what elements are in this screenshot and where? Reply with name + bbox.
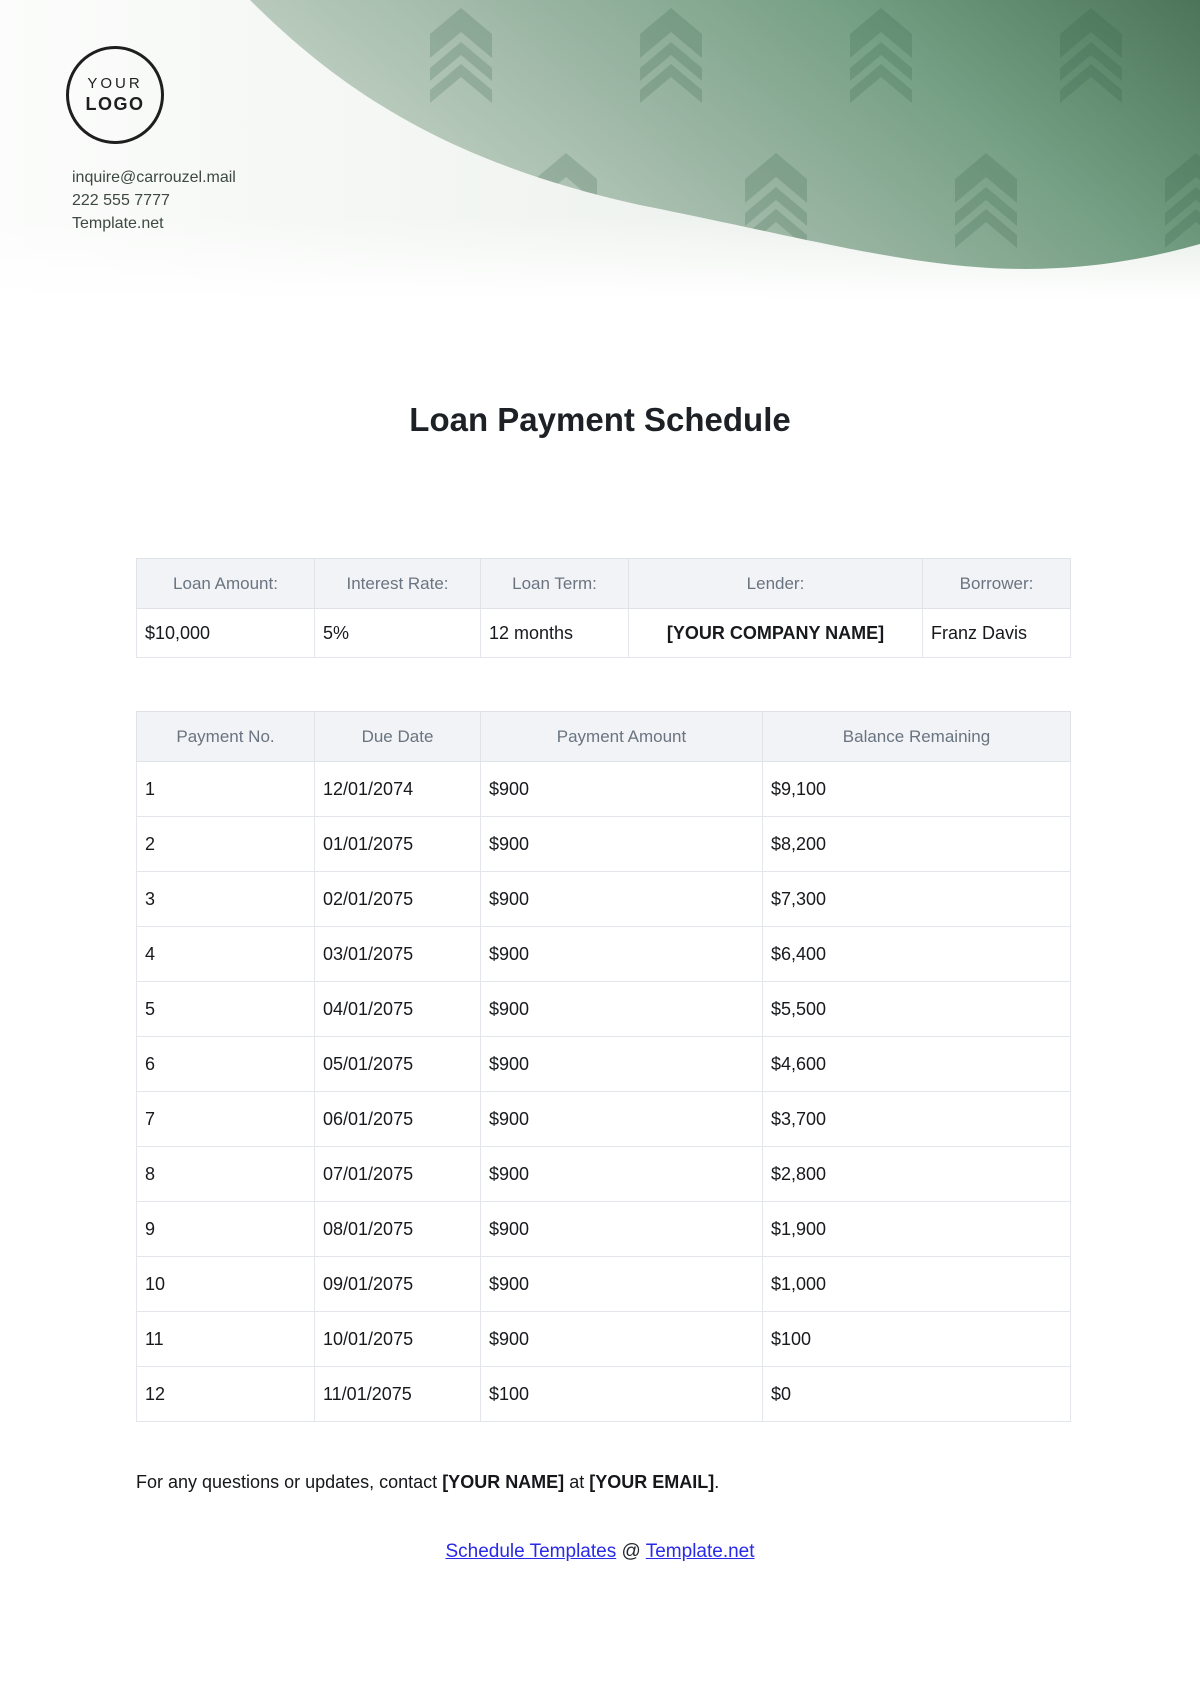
schedule-templates-link[interactable]: Schedule Templates xyxy=(445,1541,617,1562)
company-logo xyxy=(66,46,164,144)
cell-balance: $9,100 xyxy=(763,762,1071,817)
cell-balance: $1,900 xyxy=(763,1202,1071,1257)
cell-due-date: 06/01/2075 xyxy=(315,1092,481,1147)
table-row xyxy=(137,1312,1071,1367)
contact-phone: 222 555 7777 xyxy=(72,192,170,209)
note-prefix: For any questions or updates, contact xyxy=(136,1472,443,1492)
template-net-link[interactable]: Template.net xyxy=(645,1541,755,1562)
note-suffix: . xyxy=(714,1472,720,1492)
table-row xyxy=(137,1147,1071,1202)
value-interest-rate: 5% xyxy=(315,609,481,658)
table-row xyxy=(137,762,1071,817)
cell-payment-no: 2 xyxy=(137,817,315,872)
cell-due-date: 04/01/2075 xyxy=(315,982,481,1037)
table-row xyxy=(137,1367,1071,1422)
cell-balance: $100 xyxy=(763,1312,1071,1367)
header-loan-term: Loan Term: xyxy=(481,559,629,609)
contact-block xyxy=(72,166,236,235)
page-header xyxy=(0,0,1200,300)
cell-payment-amount: $900 xyxy=(481,1202,763,1257)
template-attribution xyxy=(0,1541,1200,1563)
cell-due-date: 03/01/2075 xyxy=(315,927,481,982)
cell-payment-no: 1 xyxy=(137,762,315,817)
cell-payment-amount: $900 xyxy=(481,1147,763,1202)
cell-due-date: 10/01/2075 xyxy=(315,1312,481,1367)
cell-payment-no: 3 xyxy=(137,872,315,927)
cell-balance: $7,300 xyxy=(763,872,1071,927)
cell-balance: $1,000 xyxy=(763,1257,1071,1312)
contact-website: Template.net xyxy=(72,215,164,232)
cell-due-date: 08/01/2075 xyxy=(315,1202,481,1257)
cell-due-date: 09/01/2075 xyxy=(315,1257,481,1312)
green-chevron-banner xyxy=(0,0,1200,300)
cell-balance: $6,400 xyxy=(763,927,1071,982)
link-separator: @ xyxy=(616,1541,646,1562)
cell-payment-amount: $900 xyxy=(481,872,763,927)
cell-payment-amount: $900 xyxy=(481,1092,763,1147)
cell-payment-no: 11 xyxy=(137,1312,315,1367)
cell-due-date: 12/01/2074 xyxy=(315,762,481,817)
cell-balance: $2,800 xyxy=(763,1147,1071,1202)
header-payment-no: Payment No. xyxy=(137,712,315,762)
cell-payment-no: 4 xyxy=(137,927,315,982)
header-due-date: Due Date xyxy=(315,712,481,762)
contact-email: inquire@carrouzel.mail xyxy=(72,169,236,186)
header-borrower: Borrower: xyxy=(923,559,1071,609)
table-row xyxy=(137,1257,1071,1312)
header-balance-remaining: Balance Remaining xyxy=(763,712,1071,762)
cell-payment-no: 10 xyxy=(137,1257,315,1312)
table-row xyxy=(137,817,1071,872)
note-middle: at xyxy=(564,1472,590,1492)
header-loan-amount: Loan Amount: xyxy=(137,559,315,609)
loan-info-header-row xyxy=(137,559,1071,609)
cell-payment-no: 8 xyxy=(137,1147,315,1202)
cell-payment-amount: $900 xyxy=(481,762,763,817)
value-lender: [YOUR COMPANY NAME] xyxy=(629,609,923,658)
payment-schedule-table xyxy=(136,711,1071,1422)
cell-payment-amount: $100 xyxy=(481,1367,763,1422)
table-row xyxy=(137,1202,1071,1257)
cell-due-date: 01/01/2075 xyxy=(315,817,481,872)
table-row xyxy=(137,1037,1071,1092)
cell-payment-amount: $900 xyxy=(481,982,763,1037)
cell-due-date: 05/01/2075 xyxy=(315,1037,481,1092)
cell-payment-amount: $900 xyxy=(481,927,763,982)
note-your-email: [YOUR EMAIL] xyxy=(589,1472,715,1492)
schedule-header-row xyxy=(137,712,1071,762)
cell-payment-no: 6 xyxy=(137,1037,315,1092)
cell-balance: $4,600 xyxy=(763,1037,1071,1092)
header-payment-amount: Payment Amount xyxy=(481,712,763,762)
cell-payment-no: 12 xyxy=(137,1367,315,1422)
value-loan-amount: $10,000 xyxy=(137,609,315,658)
contact-note xyxy=(136,1472,1200,1493)
cell-payment-amount: $900 xyxy=(481,817,763,872)
table-row xyxy=(137,872,1071,927)
cell-payment-no: 5 xyxy=(137,982,315,1037)
header-lender: Lender: xyxy=(629,559,923,609)
cell-balance: $8,200 xyxy=(763,817,1071,872)
value-loan-term: 12 months xyxy=(481,609,629,658)
logo-text-your: YOUR xyxy=(87,75,143,92)
cell-payment-amount: $900 xyxy=(481,1257,763,1312)
loan-info-table xyxy=(136,558,1071,658)
loan-info-value-row xyxy=(137,609,1071,658)
table-row xyxy=(137,927,1071,982)
cell-balance: $5,500 xyxy=(763,982,1071,1037)
value-borrower: Franz Davis xyxy=(923,609,1071,658)
cell-payment-no: 7 xyxy=(137,1092,315,1147)
page-title: Loan Payment Schedule xyxy=(409,401,791,438)
cell-payment-no: 9 xyxy=(137,1202,315,1257)
cell-due-date: 02/01/2075 xyxy=(315,872,481,927)
cell-payment-amount: $900 xyxy=(481,1037,763,1092)
table-row xyxy=(137,982,1071,1037)
cell-due-date: 11/01/2075 xyxy=(315,1367,481,1422)
logo-text-logo: LOGO xyxy=(85,94,145,114)
header-interest-rate: Interest Rate: xyxy=(315,559,481,609)
cell-due-date: 07/01/2075 xyxy=(315,1147,481,1202)
note-your-name: [YOUR NAME] xyxy=(442,1472,565,1492)
cell-balance: $0 xyxy=(763,1367,1071,1422)
table-row xyxy=(137,1092,1071,1147)
cell-payment-amount: $900 xyxy=(481,1312,763,1367)
cell-balance: $3,700 xyxy=(763,1092,1071,1147)
